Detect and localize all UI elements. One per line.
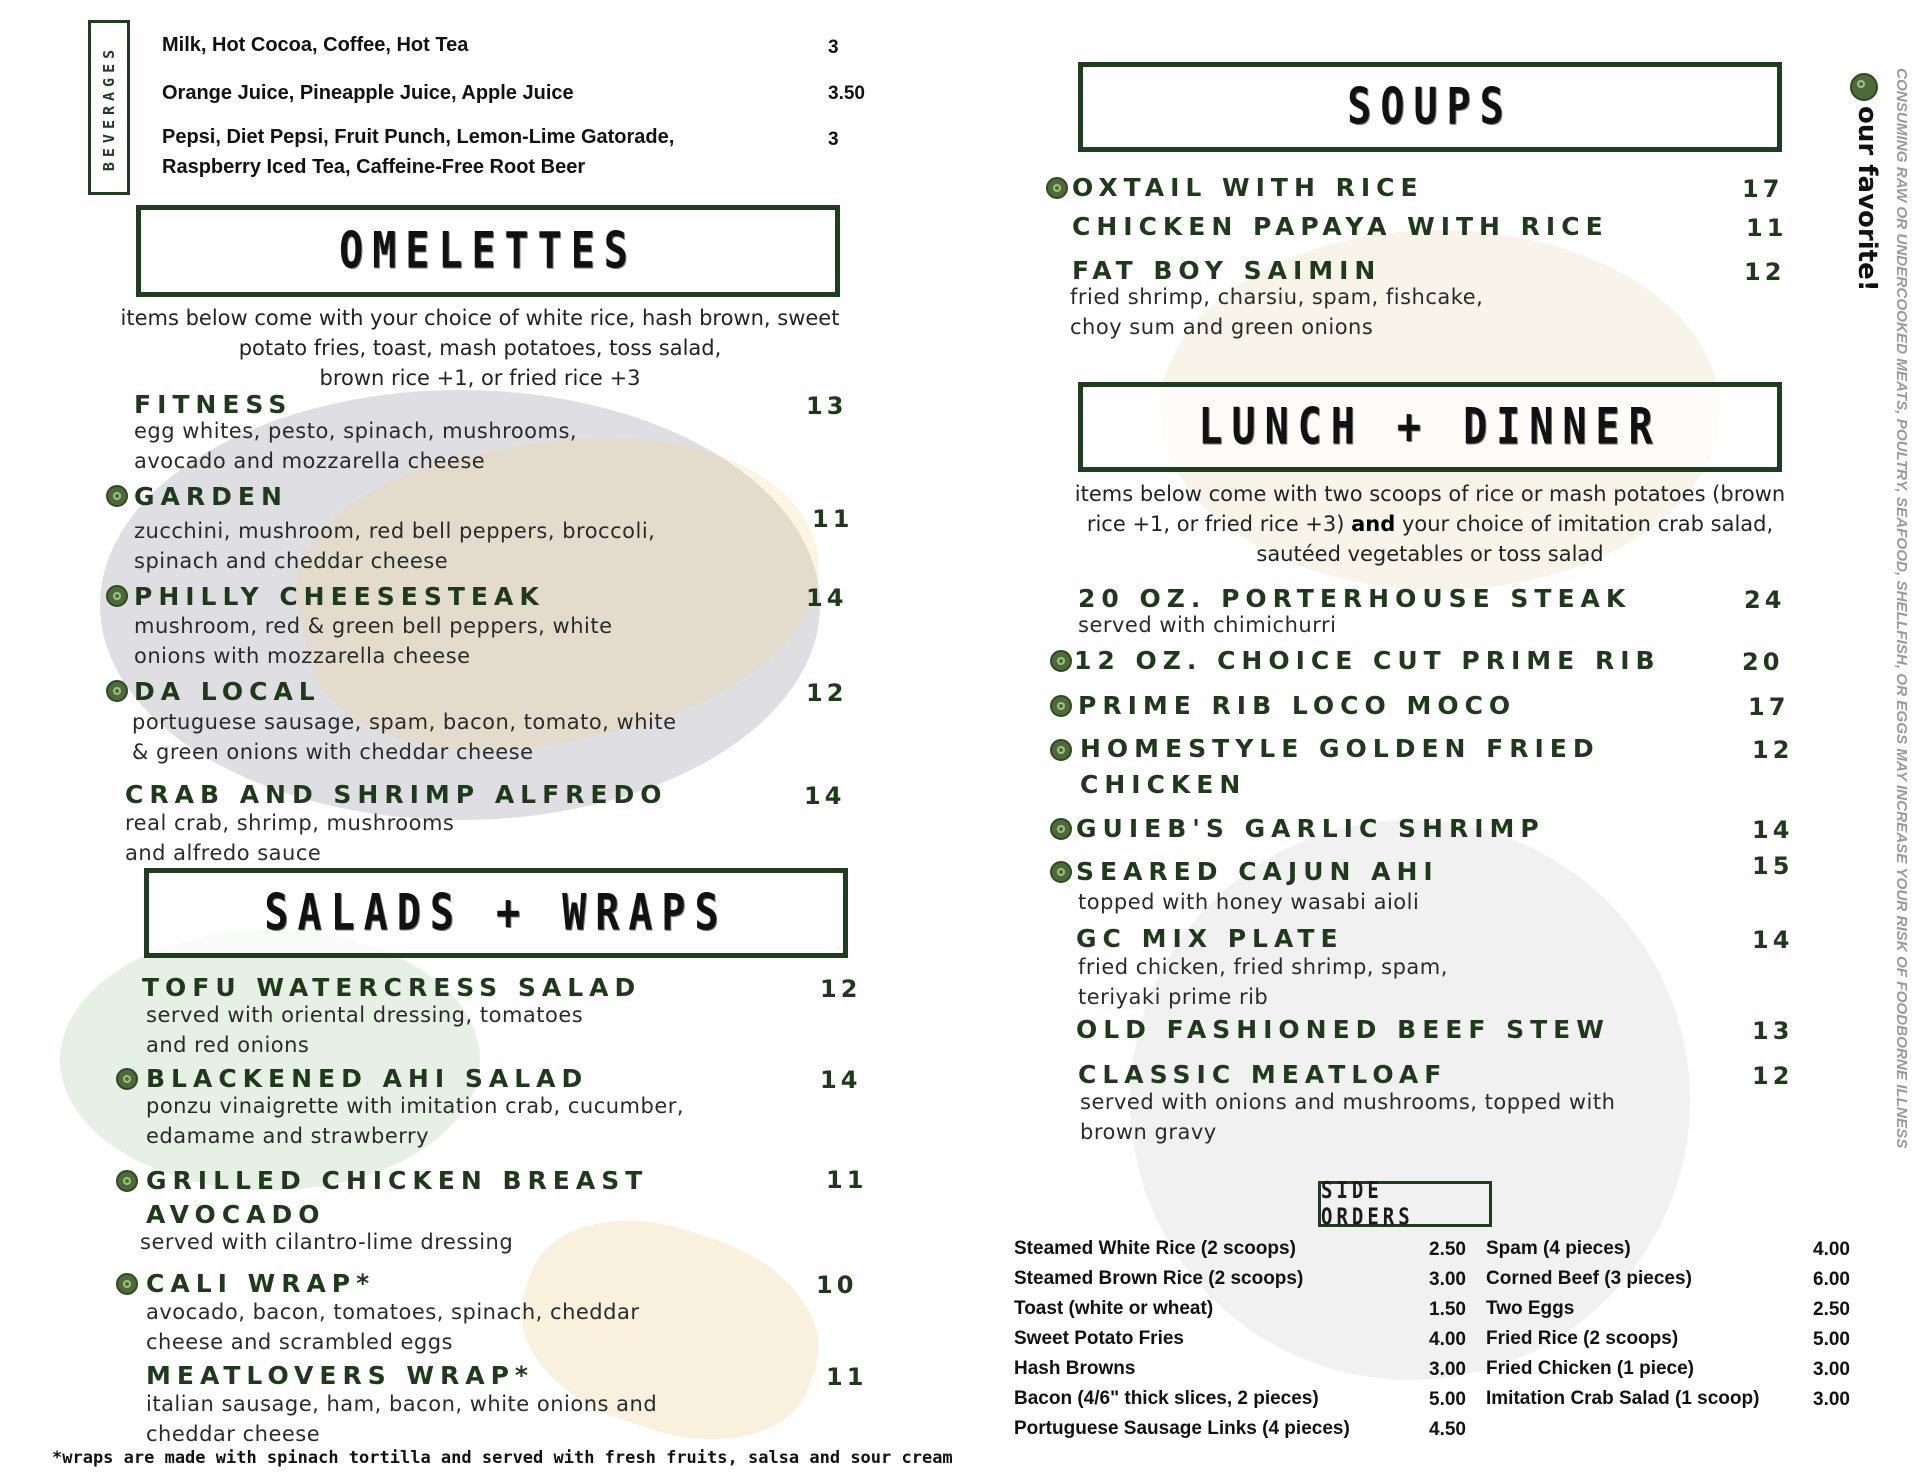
omelettes-title: OMELETTES <box>339 222 637 280</box>
side-order-name: Hash Browns <box>1014 1358 1136 1379</box>
menu-item-description <box>1070 282 1483 342</box>
favorite-badge-icon <box>116 1273 138 1295</box>
favorite-badge-icon <box>106 680 128 702</box>
lunch-dinner-header <box>1078 382 1782 472</box>
side-order-row <box>1014 1298 1466 1328</box>
salads-wraps-title: SALADS + WRAPS <box>264 884 728 942</box>
side-order-price: 6.00 <box>1813 1269 1850 1290</box>
favorite-badge-icon <box>1050 739 1072 761</box>
menu-item-description <box>146 1091 684 1151</box>
menu-item-name: FAT BOY SAIMIN <box>1072 256 1382 285</box>
menu-item-price: 12 <box>1752 1062 1794 1090</box>
menu-item-name-line2: AVOCADO <box>146 1200 326 1229</box>
menu-item-name: GRILLED CHICKEN BREAST <box>146 1166 649 1195</box>
favorite-badge-icon <box>1050 650 1072 672</box>
intro-bold-text: and <box>1351 512 1396 536</box>
description-line: brown gravy <box>1080 1120 1217 1144</box>
favorite-badge-icon <box>1050 861 1072 883</box>
intro-line <box>1030 509 1830 539</box>
menu-item-name: PHILLY CHEESESTEAK <box>134 582 545 611</box>
menu-item-name: BLACKENED AHI SALAD <box>146 1064 589 1093</box>
side-order-row <box>1486 1298 1850 1328</box>
beverage-item-name-line2: Raspberry Iced Tea, Caffeine-Free Root Beer <box>162 156 586 178</box>
background-salad-image <box>60 930 480 1190</box>
menu-item-description <box>146 1389 657 1449</box>
side-order-row <box>1014 1238 1466 1268</box>
menu-item-description <box>132 707 677 767</box>
favorite-badge-icon <box>116 1170 138 1192</box>
description-line: onions with mozzarella cheese <box>134 644 471 668</box>
menu-item-name: CHICKEN PAPAYA WITH RICE <box>1072 212 1609 241</box>
description-line: served with cilantro-lime dressing <box>140 1230 514 1254</box>
description-line: & green onions with cheddar cheese <box>132 740 534 764</box>
beverages-section-label <box>88 20 130 195</box>
menu-item-description <box>1078 887 1419 917</box>
menu-item-name: GUIEB'S GARLIC SHRIMP <box>1076 814 1545 843</box>
intro-line: items below come with your choice of white rice, hash brown, sweet <box>120 306 840 330</box>
description-line: served with chimichurri <box>1078 613 1337 637</box>
side-order-name: Steamed White Rice (2 scoops) <box>1014 1238 1296 1259</box>
menu-item-description <box>134 516 655 576</box>
menu-item-price: 24 <box>1744 586 1786 614</box>
side-order-price: 4.00 <box>1813 1239 1850 1260</box>
description-line: topped with honey wasabi aioli <box>1078 890 1420 914</box>
menu-item-name: 12 OZ. CHOICE CUT PRIME RIB <box>1074 646 1661 675</box>
omelettes-intro <box>80 303 880 393</box>
menu-item-price: 11 <box>826 1166 868 1194</box>
description-line: fried shrimp, charsiu, spam, fishcake, <box>1070 285 1484 309</box>
side-order-row <box>1014 1328 1466 1358</box>
menu-item-price: 14 <box>1752 926 1794 954</box>
menu-item-price: 12 <box>806 679 848 707</box>
side-order-price: 2.50 <box>1429 1239 1466 1260</box>
menu-item-description <box>1078 952 1448 1012</box>
menu-item-name: CLASSIC MEATLOAF <box>1078 1060 1448 1089</box>
menu-item-name: GARDEN <box>134 482 288 511</box>
side-order-price: 1.50 <box>1429 1299 1466 1320</box>
soups-header <box>1078 62 1782 152</box>
favorite-badge-icon <box>106 485 128 507</box>
side-order-price: 5.00 <box>1813 1329 1850 1350</box>
beverage-item-price: 3 <box>828 129 839 150</box>
side-order-name: Steamed Brown Rice (2 scoops) <box>1014 1268 1304 1289</box>
menu-item-description <box>146 1297 639 1357</box>
foodborne-illness-disclaimer: CONSUMING RAW OR UNDERCOOKED MEATS, POULTRY, SEAFOOD, SHELLFISH, OR EGGS MAY INCREASE YOUR RISK OF FOODBORNE ILLNESS <box>1893 68 1910 1149</box>
side-order-name: Portuguese Sausage Links (4 pieces) <box>1014 1418 1350 1439</box>
favorite-badge-icon <box>1046 177 1068 199</box>
side-order-price: 3.00 <box>1813 1389 1850 1410</box>
menu-item-name: TOFU WATERCRESS SALAD <box>142 973 642 1002</box>
description-line: portuguese sausage, spam, bacon, tomato, white <box>132 710 677 734</box>
menu-item-name: CALI WRAP* <box>146 1269 376 1298</box>
side-order-name: Toast (white or wheat) <box>1014 1298 1214 1319</box>
menu-item-name-line2: CHICKEN <box>1080 770 1247 799</box>
menu-item-price: 11 <box>1746 214 1788 242</box>
side-order-price: 3.00 <box>1813 1359 1850 1380</box>
menu-item-description <box>134 416 577 476</box>
side-order-row <box>1486 1268 1850 1298</box>
beverage-item-name: Milk, Hot Cocoa, Coffee, Hot Tea <box>162 34 469 56</box>
intro-text: your choice of imitation crab salad, <box>1395 512 1774 536</box>
menu-item-price: 20 <box>1742 648 1784 676</box>
side-order-price: 3.00 <box>1429 1269 1466 1290</box>
side-orders-left-list <box>1014 1238 1466 1448</box>
description-line: spinach and cheddar cheese <box>134 549 449 573</box>
menu-item-name: OXTAIL WITH RICE <box>1072 173 1424 202</box>
description-line: cheese and scrambled eggs <box>146 1330 453 1354</box>
favorite-badge-icon <box>1050 818 1072 840</box>
description-line: mushroom, red & green bell peppers, white <box>134 614 613 638</box>
menu-item-price: 15 <box>1752 852 1794 880</box>
menu-item-price: 13 <box>1752 1017 1794 1045</box>
menu-item-price: 11 <box>812 505 854 533</box>
side-order-price: 4.50 <box>1429 1419 1466 1440</box>
description-line: cheddar cheese <box>146 1422 321 1446</box>
side-order-price: 2.50 <box>1813 1299 1850 1320</box>
side-order-price: 4.00 <box>1429 1329 1466 1350</box>
menu-item-price: 12 <box>820 975 862 1003</box>
side-order-name: Fried Chicken (1 piece) <box>1486 1358 1695 1379</box>
menu-item-name: HOMESTYLE GOLDEN FRIED <box>1080 734 1600 763</box>
beverages-label-text: BEVERAGES <box>100 44 118 171</box>
salads-wraps-header <box>144 868 848 958</box>
menu-item-description <box>134 611 613 671</box>
side-order-name: Corned Beef (3 pieces) <box>1486 1268 1692 1289</box>
menu-item-name: PRIME RIB LOCO MOCO <box>1078 691 1517 720</box>
side-orders-right-list <box>1486 1238 1850 1418</box>
side-order-price: 3.00 <box>1429 1359 1466 1380</box>
side-order-row <box>1014 1418 1466 1448</box>
side-order-name: Sweet Potato Fries <box>1014 1328 1184 1349</box>
favorite-badge-icon <box>106 585 128 607</box>
menu-item-price: 12 <box>1744 258 1786 286</box>
lunch-dinner-title: LUNCH + DINNER <box>1198 398 1662 456</box>
description-line: real crab, shrimp, mushrooms <box>125 811 455 835</box>
intro-line: items below come with two scoops of rice or mash potatoes (brown <box>1074 482 1786 506</box>
description-line: fried chicken, fried shrimp, spam, <box>1078 955 1448 979</box>
side-order-price: 5.00 <box>1429 1389 1466 1410</box>
side-order-name: Bacon (4/6" thick slices, 2 pieces) <box>1014 1388 1319 1409</box>
menu-item-name: OLD FASHIONED BEEF STEW <box>1076 1015 1610 1044</box>
beverage-item-name: Pepsi, Diet Pepsi, Fruit Punch, Lemon-Lime Gatorade, <box>162 126 675 148</box>
side-orders-title: SIDE ORDERS <box>1321 1177 1414 1231</box>
favorite-badge-icon <box>116 1068 138 1090</box>
description-line: and red onions <box>146 1033 310 1057</box>
menu-item-description <box>146 1000 583 1060</box>
menu-item-name: DA LOCAL <box>134 677 321 706</box>
menu-item-price: 14 <box>820 1066 862 1094</box>
side-order-row <box>1014 1388 1466 1418</box>
menu-item-price: 10 <box>816 1271 858 1299</box>
favorite-legend-text: our favorite! <box>1852 106 1882 292</box>
intro-line: brown rice +1, or fried rice +3 <box>319 366 641 390</box>
wraps-footnote: *wraps are made with spinach tortilla and served with fresh fruits, salsa and sour cream <box>52 1448 953 1468</box>
beverage-item-price: 3.50 <box>828 83 865 104</box>
side-order-name: Fried Rice (2 scoops) <box>1486 1328 1679 1349</box>
description-line: avocado, bacon, tomatoes, spinach, cheddar <box>146 1300 640 1324</box>
menu-item-name: 20 OZ. PORTERHOUSE STEAK <box>1078 584 1632 613</box>
menu-item-price: 11 <box>826 1363 868 1391</box>
menu-item-price: 14 <box>806 584 848 612</box>
side-order-row <box>1486 1238 1850 1268</box>
beverage-item-price: 3 <box>828 37 839 58</box>
menu-item-price: 13 <box>806 392 848 420</box>
menu-item-price: 14 <box>1752 816 1794 844</box>
description-line: served with oriental dressing, tomatoes <box>146 1003 584 1027</box>
side-orders-header <box>1318 1177 1492 1231</box>
favorite-badge-icon <box>1050 695 1072 717</box>
description-line: ponzu vinaigrette with imitation crab, cucumber, <box>146 1094 685 1118</box>
menu-item-name: CRAB AND SHRIMP ALFREDO <box>125 780 668 809</box>
side-order-row <box>1486 1358 1850 1388</box>
menu-item-name: MEATLOVERS WRAP* <box>146 1361 534 1390</box>
intro-text: rice +1, or fried rice +3) <box>1086 512 1352 536</box>
intro-line: potato fries, toast, mash potatoes, toss salad, <box>238 336 722 360</box>
soups-title: SOUPS <box>1347 78 1513 136</box>
menu-item-description <box>1078 610 1336 640</box>
description-line: italian sausage, ham, bacon, white onions and <box>146 1392 658 1416</box>
menu-item-description <box>125 808 454 868</box>
description-line: zucchini, mushroom, red bell peppers, broccoli, <box>134 519 656 543</box>
menu-item-description <box>1080 1087 1615 1147</box>
side-order-name: Imitation Crab Salad (1 scoop) <box>1486 1388 1760 1409</box>
beverage-item-name: Orange Juice, Pineapple Juice, Apple Juice <box>162 82 574 104</box>
description-line: and alfredo sauce <box>125 841 322 865</box>
favorite-legend-badge-icon <box>1850 73 1878 101</box>
menu-item-price: 14 <box>804 782 846 810</box>
side-order-name: Two Eggs <box>1486 1298 1575 1319</box>
side-order-row <box>1014 1268 1466 1298</box>
description-line: teriyaki prime rib <box>1078 985 1269 1009</box>
description-line: edamame and strawberry <box>146 1124 430 1148</box>
description-line: avocado and mozzarella cheese <box>134 449 486 473</box>
menu-item-name: FITNESS <box>134 390 293 419</box>
side-order-row <box>1014 1358 1466 1388</box>
menu-item-price: 12 <box>1752 736 1794 764</box>
menu-item-price: 17 <box>1742 175 1784 203</box>
omelettes-header <box>136 205 840 297</box>
menu-item-price: 17 <box>1748 693 1790 721</box>
side-order-name: Spam (4 pieces) <box>1486 1238 1631 1259</box>
description-line: choy sum and green onions <box>1070 315 1374 339</box>
description-line: egg whites, pesto, spinach, mushrooms, <box>134 419 578 443</box>
side-order-row <box>1486 1388 1850 1418</box>
description-line: served with onions and mushrooms, topped with <box>1080 1090 1616 1114</box>
menu-item-name: GC MIX PLATE <box>1076 924 1344 953</box>
menu-item-description <box>140 1227 513 1257</box>
side-order-row <box>1486 1328 1850 1358</box>
lunch-dinner-intro <box>1030 479 1830 569</box>
menu-item-name: SEARED CAJUN AHI <box>1076 857 1439 886</box>
intro-line: sautéed vegetables or toss salad <box>1256 542 1604 566</box>
